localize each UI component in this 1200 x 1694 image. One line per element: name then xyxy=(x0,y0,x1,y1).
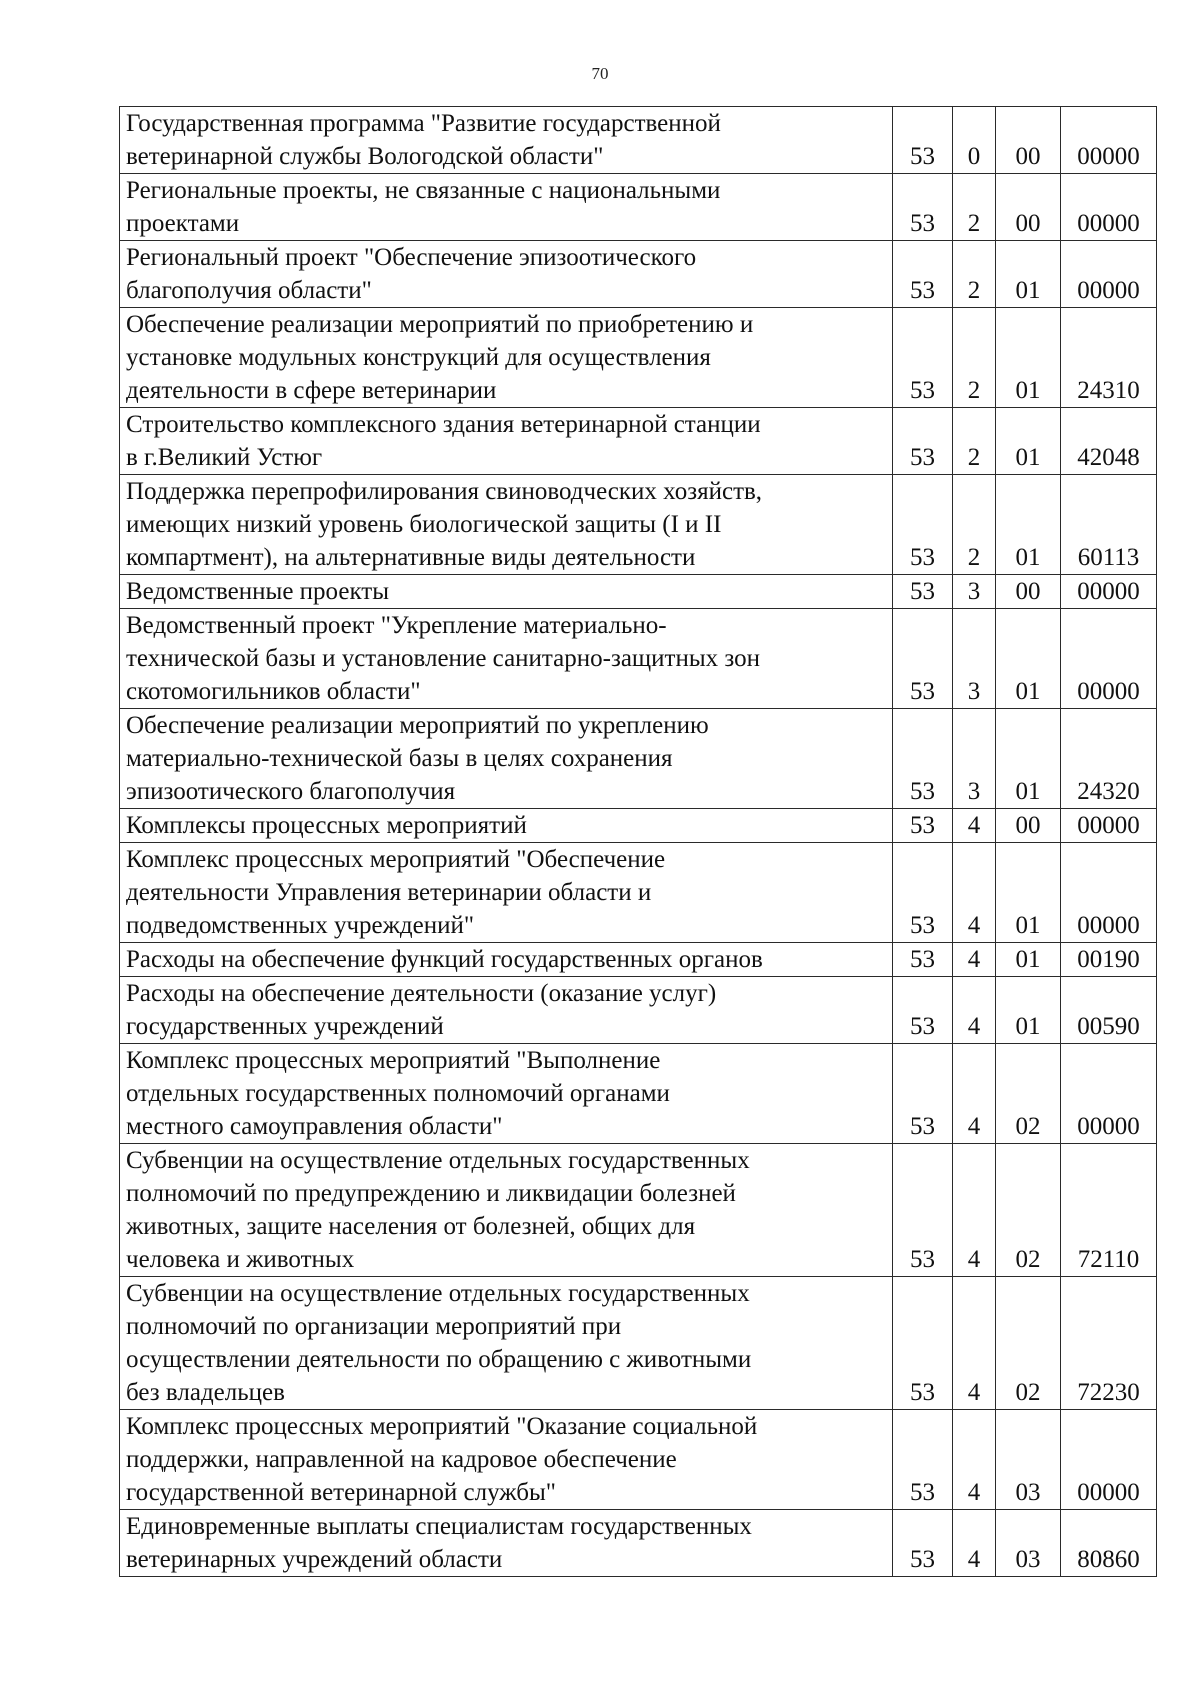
program-code-cell: 53 xyxy=(893,1044,953,1144)
program-code-cell: 53 xyxy=(893,843,953,943)
type-code-cell: 3 xyxy=(953,709,996,809)
row-name-cell: Поддержка перепрофилирования свиноводческих хозяйств, имеющих низкий уровень биологической защиты (I и II компартмент), на альтернативные виды деятельности xyxy=(120,475,893,575)
row-name-cell: Региональные проекты, не связанные с национальными проектами xyxy=(120,174,893,241)
program-code-cell: 53 xyxy=(893,408,953,475)
direction-code-cell: 00000 xyxy=(1061,609,1157,709)
direction-code-cell: 42048 xyxy=(1061,408,1157,475)
table-row xyxy=(120,1144,1157,1277)
type-code-cell: 4 xyxy=(953,809,996,843)
row-name-cell: Региональный проект "Обеспечение эпизоотического благополучия области" xyxy=(120,241,893,308)
type-code-cell: 4 xyxy=(953,943,996,977)
subprogram-code-cell: 01 xyxy=(996,843,1061,943)
table-row xyxy=(120,609,1157,709)
row-name-cell: Обеспечение реализации мероприятий по укреплению материально-технической базы в целях сохранения эпизоотического благополучия xyxy=(120,709,893,809)
row-name-cell: Государственная программа "Развитие государственной ветеринарной службы Вологодской области" xyxy=(120,107,893,174)
direction-code-cell: 72230 xyxy=(1061,1277,1157,1410)
direction-code-cell: 00590 xyxy=(1061,977,1157,1044)
row-name-cell: Расходы на обеспечение функций государственных органов xyxy=(120,943,893,977)
table-row xyxy=(120,107,1157,174)
type-code-cell: 2 xyxy=(953,174,996,241)
row-name-cell: Комплексы процессных мероприятий xyxy=(120,809,893,843)
type-code-cell: 4 xyxy=(953,977,996,1044)
type-code-cell: 4 xyxy=(953,1410,996,1510)
table-row xyxy=(120,1410,1157,1510)
budget-classification-table xyxy=(119,106,1157,1577)
subprogram-code-cell: 01 xyxy=(996,709,1061,809)
subprogram-code-cell: 01 xyxy=(996,609,1061,709)
program-code-cell: 53 xyxy=(893,475,953,575)
table-row xyxy=(120,174,1157,241)
row-name-cell: Расходы на обеспечение деятельности (оказание услуг) государственных учреждений xyxy=(120,977,893,1044)
program-code-cell: 53 xyxy=(893,1144,953,1277)
direction-code-cell: 72110 xyxy=(1061,1144,1157,1277)
program-code-cell: 53 xyxy=(893,308,953,408)
direction-code-cell: 00000 xyxy=(1061,1044,1157,1144)
subprogram-code-cell: 00 xyxy=(996,174,1061,241)
program-code-cell: 53 xyxy=(893,1277,953,1410)
direction-code-cell: 60113 xyxy=(1061,475,1157,575)
type-code-cell: 2 xyxy=(953,308,996,408)
type-code-cell: 4 xyxy=(953,1510,996,1577)
program-code-cell: 53 xyxy=(893,241,953,308)
row-name-cell: Обеспечение реализации мероприятий по приобретению и установке модульных конструкций для осуществления деятельности в сфере ветеринарии xyxy=(120,308,893,408)
table-row xyxy=(120,1277,1157,1410)
type-code-cell: 4 xyxy=(953,1044,996,1144)
table-row xyxy=(120,575,1157,609)
subprogram-code-cell: 01 xyxy=(996,241,1061,308)
table-row xyxy=(120,475,1157,575)
table-row xyxy=(120,408,1157,475)
type-code-cell: 2 xyxy=(953,241,996,308)
row-name-cell: Ведомственные проекты xyxy=(120,575,893,609)
direction-code-cell: 00000 xyxy=(1061,107,1157,174)
program-code-cell: 53 xyxy=(893,943,953,977)
subprogram-code-cell: 02 xyxy=(996,1044,1061,1144)
direction-code-cell: 24320 xyxy=(1061,709,1157,809)
direction-code-cell: 80860 xyxy=(1061,1510,1157,1577)
subprogram-code-cell: 01 xyxy=(996,308,1061,408)
table-row xyxy=(120,241,1157,308)
row-name-cell: Комплекс процессных мероприятий "Обеспечение деятельности Управления ветеринарии области и подведомственных учреждений" xyxy=(120,843,893,943)
subprogram-code-cell: 01 xyxy=(996,408,1061,475)
program-code-cell: 53 xyxy=(893,609,953,709)
program-code-cell: 53 xyxy=(893,174,953,241)
subprogram-code-cell: 00 xyxy=(996,107,1061,174)
row-name-cell: Единовременные выплаты специалистам государственных ветеринарных учреждений области xyxy=(120,1510,893,1577)
subprogram-code-cell: 01 xyxy=(996,977,1061,1044)
type-code-cell: 2 xyxy=(953,475,996,575)
type-code-cell: 4 xyxy=(953,1144,996,1277)
table-row xyxy=(120,843,1157,943)
direction-code-cell: 24310 xyxy=(1061,308,1157,408)
subprogram-code-cell: 00 xyxy=(996,809,1061,843)
table-row xyxy=(120,943,1157,977)
direction-code-cell: 00000 xyxy=(1061,1410,1157,1510)
type-code-cell: 3 xyxy=(953,575,996,609)
row-name-cell: Комплекс процессных мероприятий "Оказание социальной поддержки, направленной на кадровое обеспечение государственной ветеринарной службы" xyxy=(120,1410,893,1510)
table-row xyxy=(120,709,1157,809)
table-row xyxy=(120,809,1157,843)
row-name-cell: Ведомственный проект "Укрепление материально- технической базы и установление санитарно-защитных зон скотомогильников области" xyxy=(120,609,893,709)
program-code-cell: 53 xyxy=(893,977,953,1044)
type-code-cell: 0 xyxy=(953,107,996,174)
direction-code-cell: 00000 xyxy=(1061,174,1157,241)
program-code-cell: 53 xyxy=(893,809,953,843)
program-code-cell: 53 xyxy=(893,575,953,609)
table-row xyxy=(120,1044,1157,1144)
table-body xyxy=(120,107,1157,1577)
table-row xyxy=(120,1510,1157,1577)
type-code-cell: 2 xyxy=(953,408,996,475)
subprogram-code-cell: 00 xyxy=(996,575,1061,609)
direction-code-cell: 00000 xyxy=(1061,241,1157,308)
program-code-cell: 53 xyxy=(893,1510,953,1577)
program-code-cell: 53 xyxy=(893,107,953,174)
row-name-cell: Комплекс процессных мероприятий "Выполнение отдельных государственных полномочий органами местного самоуправления области" xyxy=(120,1044,893,1144)
subprogram-code-cell: 02 xyxy=(996,1277,1061,1410)
subprogram-code-cell: 02 xyxy=(996,1144,1061,1277)
type-code-cell: 4 xyxy=(953,843,996,943)
program-code-cell: 53 xyxy=(893,709,953,809)
table-row xyxy=(120,977,1157,1044)
subprogram-code-cell: 01 xyxy=(996,475,1061,575)
direction-code-cell: 00190 xyxy=(1061,943,1157,977)
program-code-cell: 53 xyxy=(893,1410,953,1510)
subprogram-code-cell: 03 xyxy=(996,1510,1061,1577)
table-row xyxy=(120,308,1157,408)
row-name-cell: Строительство комплексного здания ветеринарной станции в г.Великий Устюг xyxy=(120,408,893,475)
direction-code-cell: 00000 xyxy=(1061,843,1157,943)
row-name-cell: Субвенции на осуществление отдельных государственных полномочий по организации мероприятий при осуществлении деятельности по обращению с животными без владельцев xyxy=(120,1277,893,1410)
type-code-cell: 4 xyxy=(953,1277,996,1410)
page-number: 70 xyxy=(591,64,609,83)
direction-code-cell: 00000 xyxy=(1061,809,1157,843)
direction-code-cell: 00000 xyxy=(1061,575,1157,609)
subprogram-code-cell: 01 xyxy=(996,943,1061,977)
subprogram-code-cell: 03 xyxy=(996,1410,1061,1510)
row-name-cell: Субвенции на осуществление отдельных государственных полномочий по предупреждению и ликвидации болезней животных, защите населения от болезней, общих для человека и животных xyxy=(120,1144,893,1277)
type-code-cell: 3 xyxy=(953,609,996,709)
